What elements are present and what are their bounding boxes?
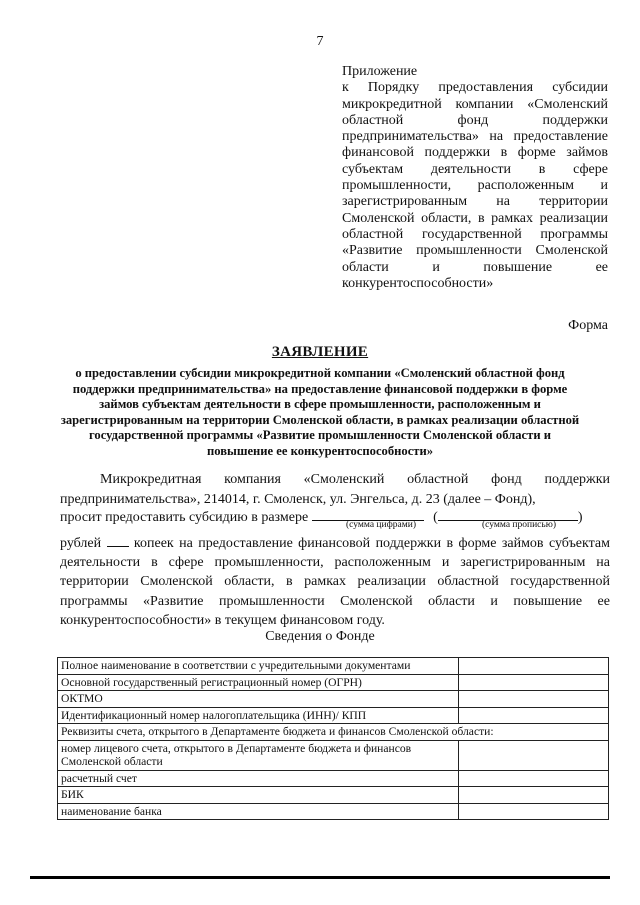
- amount-words-field[interactable]: [438, 506, 578, 521]
- row-label: наименование банка: [58, 803, 459, 820]
- appendix-title: Приложение: [342, 64, 418, 79]
- table-row: [58, 658, 609, 675]
- caption-digits: (сумма цифрами): [346, 520, 416, 530]
- row-value-cell[interactable]: [459, 787, 609, 804]
- table-row: [58, 691, 609, 708]
- form-label: Форма: [568, 318, 608, 333]
- row-value-cell[interactable]: [459, 803, 609, 820]
- row-label: Реквизиты счета, открытого в Департаменте бюджета и финансов Смоленской области:: [58, 724, 609, 741]
- fund-info-table: [57, 657, 609, 820]
- caption-words: (сумма прописью): [482, 520, 556, 530]
- row-label: Полное наименование в соответствии с учредительными документами: [58, 658, 459, 675]
- table-row: [58, 803, 609, 820]
- row-label: Основной государственный регистрационный номер (ОГРН): [58, 674, 459, 691]
- document-subheading: о предоставлении субсидии микрокредитной компании «Смоленский областной фонд поддержки предпринимательства» на предоставление финансовой поддержки в форме займов субъектам деятельности в сфере промышленности, расположенным и зарегистрированным на территории Смоленской области, в рамках реализации областной государственной программы «Развитие промышленности Смоленской области и повышение ее конкурентоспособности»: [60, 366, 580, 458]
- row-label: Идентификационный номер налогоплательщика (ИНН)/ КПП: [58, 707, 459, 724]
- row-value-cell[interactable]: [459, 740, 609, 770]
- intro-paragraph: [60, 470, 610, 509]
- intro-text: Микрокредитная компания «Смоленский областной фонд поддержки предпринимательства», 214014, г. Смоленск, ул. Энгельса, д. 23 (далее – Фонд),: [60, 472, 610, 507]
- row-label: номер лицевого счета, открытого в Департаменте бюджета и финансов Смоленской области: [58, 740, 459, 770]
- table-row: [58, 674, 609, 691]
- amount-paragraph: [60, 532, 610, 630]
- row-label: БИК: [58, 787, 459, 804]
- row-value-cell[interactable]: [459, 674, 609, 691]
- row-value-cell[interactable]: [459, 770, 609, 787]
- page-number: 7: [316, 34, 324, 49]
- appendix-text: к Порядку предоставления субсидии микрокредитной компании «Смоленский областной фонд поддержки предпринимательства» на предоставление финансовой поддержки в форме займов субъектам деятельности в сфере промышленности, расположенным и зарегистрированным на территории Смоленской области, в рамках реализации областной государственной программы «Развитие промышленности Смоленской области и повышение ее конкурентоспособности»: [342, 80, 608, 291]
- amount-digits-field[interactable]: [312, 506, 424, 521]
- table-row: [58, 770, 609, 787]
- amount-prefix: просит предоставить субсидию в размере: [60, 510, 309, 525]
- kopecks-field[interactable]: [107, 532, 129, 547]
- table-row: [58, 724, 609, 741]
- amount-line: просит предоставить субсидию в размере ( ): [60, 506, 610, 526]
- row-label: ОКТМО: [58, 691, 459, 708]
- table-row: [58, 740, 609, 770]
- table-row: [58, 787, 609, 804]
- row-value-cell[interactable]: [459, 658, 609, 675]
- section-title: Сведения о Фонде: [265, 629, 375, 644]
- bottom-divider: [30, 876, 610, 879]
- purpose-text: копеек на предоставление финансовой поддержки в форме займов субъектам деятельности в сфере промышленности, расположенным и зарегистрированным на территории Смоленской области, в рамках реализации областной государственной программы «Развитие промышленности Смоленской области и повышение ее конкурентоспособности» в текущем финансовом году.: [60, 536, 610, 628]
- row-label: расчетный счет: [58, 770, 459, 787]
- appendix-block: [342, 64, 608, 292]
- row-value-cell[interactable]: [459, 707, 609, 724]
- document-heading: ЗАЯВЛЕНИЕ: [271, 344, 369, 360]
- row-value-cell[interactable]: [459, 691, 609, 708]
- table-row: [58, 707, 609, 724]
- rubles-label: рублей: [60, 536, 102, 551]
